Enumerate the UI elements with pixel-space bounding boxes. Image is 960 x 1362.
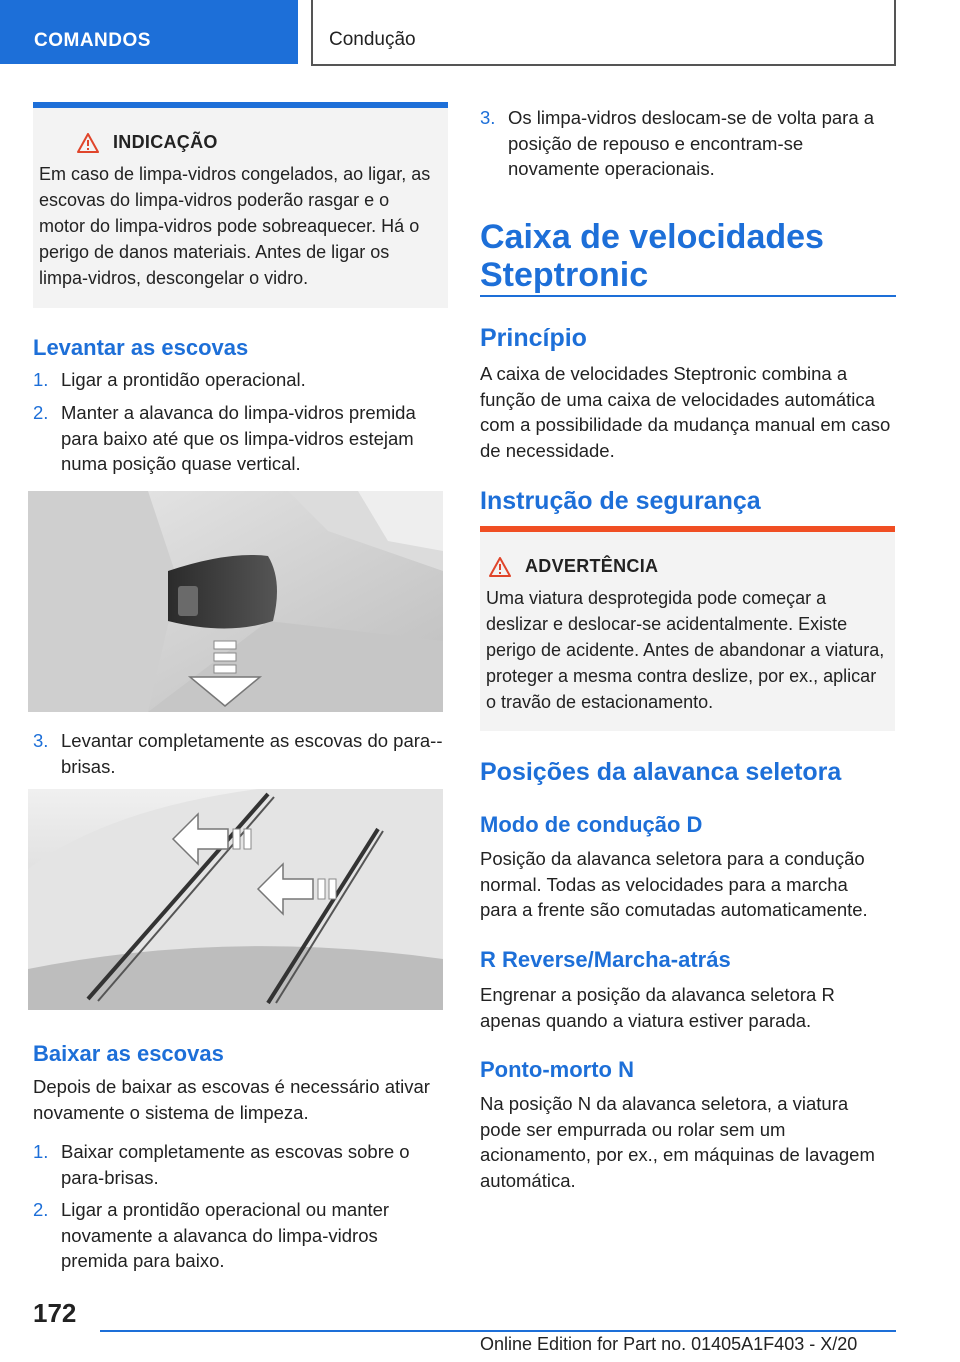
warning-triangle-icon xyxy=(489,557,511,577)
lower-step-1 xyxy=(33,1139,423,1190)
lower-intro: Depois de baixar as escovas é necessário ativar novamente o sistema de limpeza. xyxy=(33,1076,430,1123)
step-text: Ligar a prontidão operacional. xyxy=(61,369,306,390)
step-number: 2. xyxy=(33,1199,49,1220)
step-number: 1. xyxy=(33,369,49,390)
chapter-tab: Condução xyxy=(311,0,896,66)
note-title: INDICAÇÃO xyxy=(113,132,218,152)
reverse-text: Engrenar a posição da alavanca seletora R apenas quando a viatura estiver parada. xyxy=(480,984,835,1031)
warning-title: ADVERTÊNCIA xyxy=(525,556,659,576)
warning-box xyxy=(480,526,895,731)
neutral-heading: Ponto-morto N xyxy=(480,1057,634,1082)
safety-heading: Instrução de segurança xyxy=(480,487,761,515)
neutral-text: Na posição N da alavanca seletora, a viatura pode ser empurrada ou rolar sem um acionamento, por ex., em máquinas de lavagem automática. xyxy=(480,1093,875,1191)
step-text: Manter a alavanca do limpa-vidros premida para baixo até que os limpa-vidros estejam numa posição quase vertical. xyxy=(61,402,416,474)
edition-text: Online Edition for Part no. 01405A1F403 - X/20 xyxy=(480,1334,858,1354)
section-tab: COMANDOS xyxy=(0,0,298,64)
drive-heading: Modo de condução D xyxy=(480,812,703,837)
step-text: Ligar a prontidão operacional ou manter novamente a alavanca do limpa-vidros premida para baixo. xyxy=(61,1199,390,1271)
page-number: 172 xyxy=(33,1298,77,1328)
step-number: 2. xyxy=(33,402,49,423)
wiper-lever-photo xyxy=(28,491,443,712)
principle-text: A caixa de velocidades Steptronic combina a função de uma caixa de velocidades automática com a possibilidade da mudança manual em caso de necessidade. xyxy=(480,363,891,461)
raise-step-3 xyxy=(33,728,448,779)
raise-step-1 xyxy=(33,367,448,393)
continue-step-3 xyxy=(480,105,890,182)
positions-heading: Posições da alavanca seletora xyxy=(480,758,842,786)
lower-step-2 xyxy=(33,1197,448,1274)
raise-step-2 xyxy=(33,400,438,477)
lower-heading: Baixar as escovas xyxy=(33,1041,224,1066)
reverse-heading: R Reverse/Marcha-atrás xyxy=(480,947,731,972)
step-number: 1. xyxy=(33,1141,49,1162)
note-box xyxy=(33,102,448,308)
step-text: Baixar completamente as escovas sobre o para-brisas. xyxy=(61,1141,410,1188)
warning-triangle-icon xyxy=(77,133,99,153)
raise-heading: Levantar as escovas xyxy=(33,335,249,360)
warning-body: Uma viatura desprotegida pode começar a deslizar e deslocar-se acidentalmente. Existe perigo de acidente. Antes de abandonar a viatura, proteger a mesma contra deslize, por ex., aplicar o travão de estacionamento. xyxy=(486,588,885,712)
step-number: 3. xyxy=(480,107,496,128)
note-body: Em caso de limpa-vidros congelados, ao ligar, as escovas do limpa-vidros poderão rasgar e o motor do limpa-vidros pode sobreaquecer. Há o perigo de danos materiais. Antes de ligar os limpa-vidros, descongelar o vidro. xyxy=(39,164,431,288)
footer-rule xyxy=(100,1330,896,1332)
windshield-wipers-photo xyxy=(28,789,443,1010)
title-rule xyxy=(480,295,896,297)
principle-heading: Princípio xyxy=(480,324,587,352)
step-number: 3. xyxy=(33,730,49,751)
main-title: Caixa de velocidades Steptronic xyxy=(480,218,824,294)
step-text: Levantar completamente as escovas do para--brisas. xyxy=(61,730,443,777)
drive-text: Posição da alavanca seletora para a condução normal. Todas as velocidades para a marcha para a frente são comutadas automaticamente. xyxy=(480,848,868,920)
step-text: Os limpa-vidros deslocam-se de volta para a posição de repouso e encontram-se novamente operacionais. xyxy=(508,107,875,179)
